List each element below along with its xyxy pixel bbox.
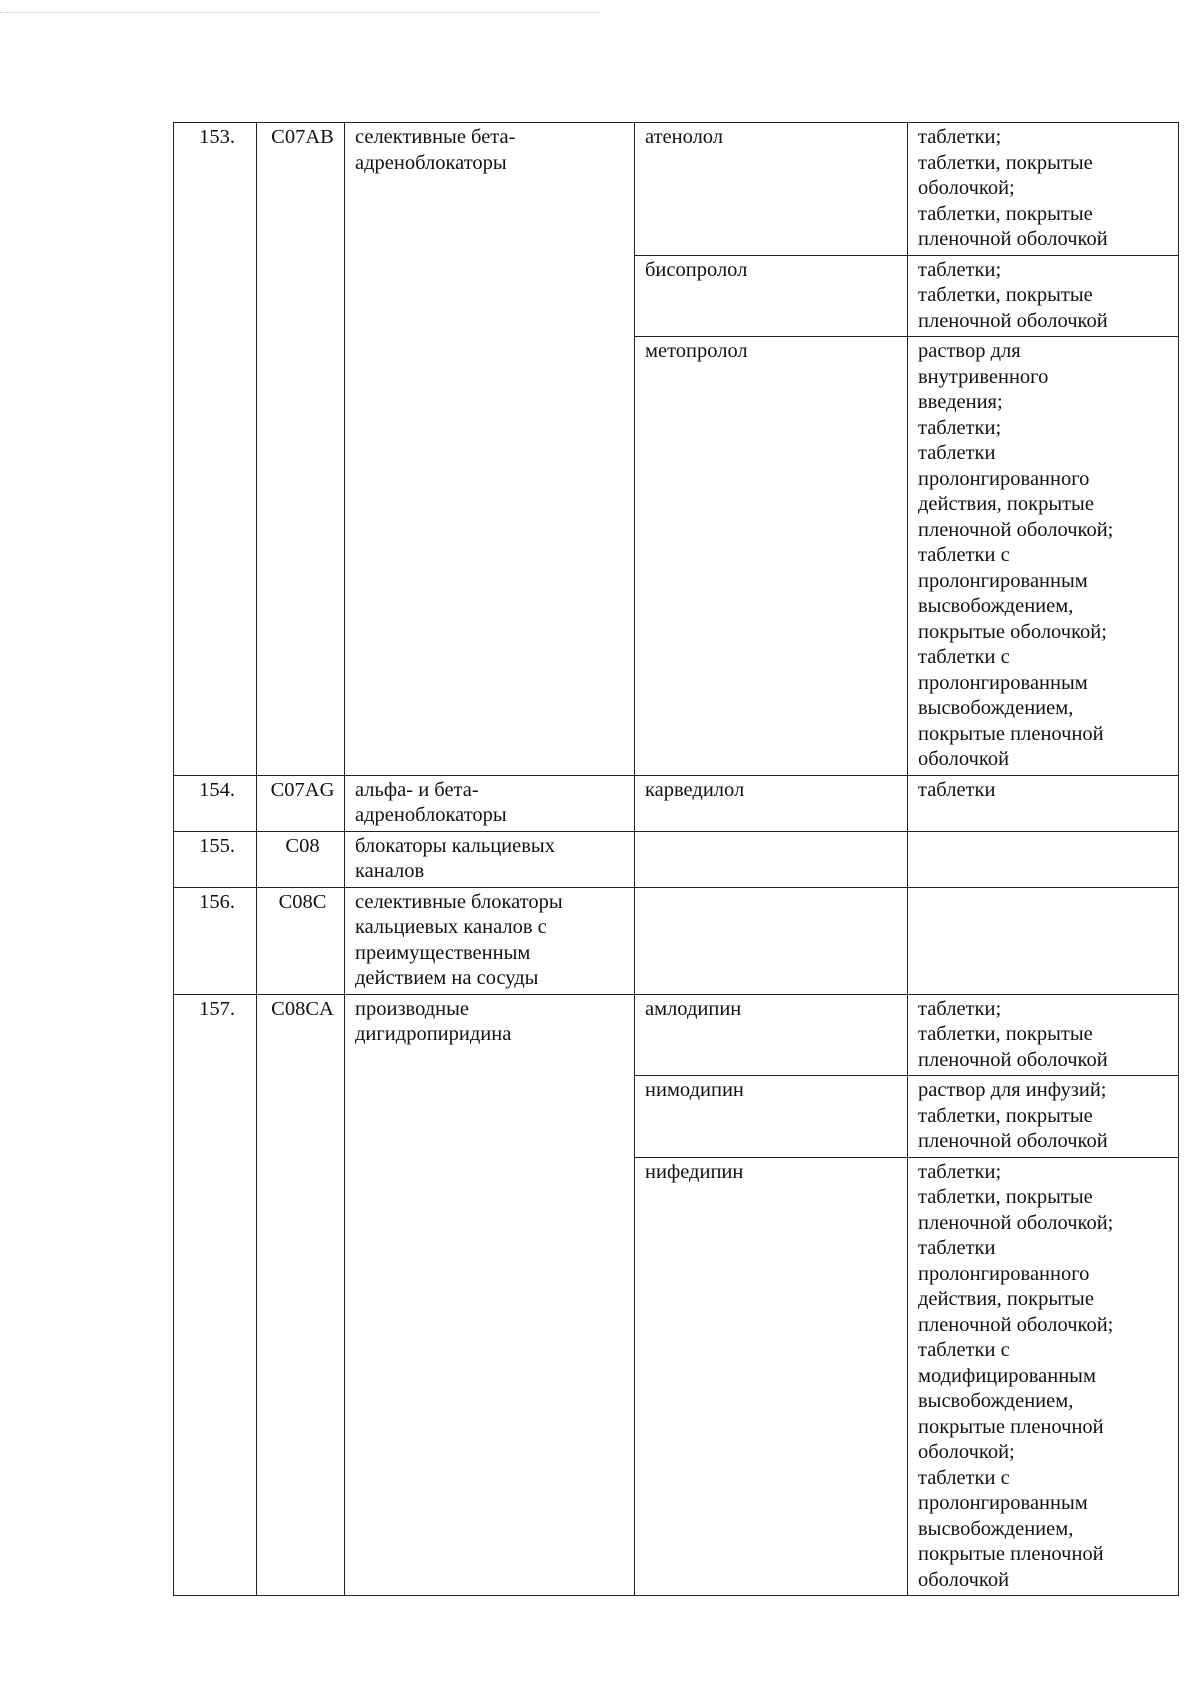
dosage-form-line: модифицированным — [918, 1364, 1096, 1387]
dosage-form-cell — [908, 994, 1179, 1076]
dosage-form-line: высвобождением, — [918, 697, 1074, 719]
table-row — [174, 831, 1179, 887]
dosage-form-cell — [908, 123, 1179, 256]
dosage-form-line: оболочкой; — [918, 1441, 1015, 1463]
dosage-form-cell — [908, 1157, 1179, 1596]
drug-name-cell: метопролол — [635, 337, 908, 776]
anatomical-group-cell — [345, 123, 635, 776]
dosage-form-line: раствор для — [918, 340, 1021, 362]
table-row — [174, 123, 1179, 256]
dosage-form-cell — [908, 1076, 1179, 1158]
dosage-form-line: пленочной оболочкой; — [918, 518, 1114, 541]
group-name-line: дигидропиридина — [355, 1023, 512, 1045]
dosage-form-line: действия, покрытые — [918, 493, 1094, 515]
atc-code-cell: C08 — [257, 831, 345, 887]
dosage-form-line: оболочкой; — [918, 177, 1015, 199]
dosage-form-line: таблетки с — [918, 544, 1010, 566]
drug-table — [173, 122, 1179, 1596]
dosage-form-line: таблетки с — [918, 1339, 1010, 1361]
dosage-form-line: пленочной оболочкой — [918, 228, 1108, 250]
drug-name-cell: нифедипин — [635, 1157, 908, 1596]
drug-name-cell: карведилол — [635, 775, 908, 831]
dosage-form-line: таблетки, покрытые — [918, 1023, 1093, 1045]
dosage-form-line: таблетки; — [918, 997, 1002, 1020]
dosage-form-line: таблетки; — [918, 258, 1002, 281]
dosage-form-line: пленочной оболочкой — [918, 1048, 1108, 1071]
group-name-line: альфа- и бета- — [355, 778, 479, 801]
dosage-form-line: раствор для инфузий; — [918, 1079, 1107, 1101]
drug-name-cell: нимодипин — [635, 1076, 908, 1158]
drug-name-cell: атенолол — [635, 123, 908, 256]
anatomical-group-cell — [345, 775, 635, 831]
dosage-form-line: покрытые пленочной — [918, 1415, 1104, 1438]
dosage-form-line: таблетки — [918, 442, 996, 464]
dosage-form-cell — [908, 831, 1179, 887]
dosage-form-line: таблетки с — [918, 646, 1010, 668]
dosage-form-line: пленочной оболочкой; — [918, 1313, 1114, 1336]
dosage-form-line: таблетки; — [918, 416, 1002, 439]
dosage-form-line: таблетки; — [918, 126, 1002, 148]
drug-name-cell: бисопролол — [635, 255, 908, 337]
dosage-form-cell — [908, 887, 1179, 994]
group-name-line: производные — [355, 997, 470, 1020]
dosage-form-line: таблетки, покрытые — [918, 1186, 1093, 1208]
atc-code-cell: C08C — [257, 887, 345, 994]
dosage-form-line: таблетки с — [918, 1466, 1010, 1489]
dosage-form-line: пленочной оболочкой — [918, 1130, 1108, 1152]
scan-edge-line — [0, 12, 600, 13]
dosage-form-cell — [908, 337, 1179, 776]
drug-name-cell — [635, 887, 908, 994]
dosage-form-line: пленочной оболочкой — [918, 309, 1108, 332]
dosage-form-line: высвобождением, — [918, 595, 1074, 617]
dosage-form-line: покрытые оболочкой; — [918, 620, 1107, 643]
group-name-line: кальциевых каналов с — [355, 916, 547, 938]
anatomical-group-cell — [345, 887, 635, 994]
dosage-form-line: покрытые пленочной — [918, 722, 1104, 745]
dosage-form-line: таблетки, покрытые — [918, 284, 1093, 306]
group-name-line: адреноблокаторы — [355, 151, 507, 174]
atc-code-cell: C07AB — [257, 123, 345, 776]
group-name-line: блокаторы кальциевых — [355, 834, 555, 857]
dosage-form-line: действия, покрытые — [918, 1288, 1094, 1310]
dosage-form-line: таблетки, покрытые — [918, 1104, 1093, 1127]
drug-name-cell: амлодипин — [635, 994, 908, 1076]
dosage-form-line: таблетки, покрытые — [918, 202, 1093, 225]
dosage-form-line: внутривенного — [918, 365, 1049, 388]
dosage-form-line: таблетки; — [918, 1160, 1002, 1183]
group-name-line: действием на сосуды — [355, 967, 539, 989]
table-body — [174, 123, 1179, 1596]
dosage-form-line: пленочной оболочкой; — [918, 1211, 1114, 1234]
dosage-form-line: таблетки — [918, 778, 996, 801]
table-row — [174, 887, 1179, 994]
group-name-line: адреноблокаторы — [355, 804, 507, 826]
dosage-form-line: пролонгированного — [918, 1262, 1090, 1285]
dosage-form-cell — [908, 255, 1179, 337]
atc-code-cell: C08CA — [257, 994, 345, 1596]
dosage-form-line: высвобождением, — [918, 1517, 1074, 1540]
row-number-cell: 153. — [174, 123, 257, 776]
dosage-form-line: оболочкой — [918, 1568, 1010, 1591]
row-number-cell: 155. — [174, 831, 257, 887]
dosage-form-line: пролонгированным — [918, 1492, 1088, 1514]
dosage-form-line: оболочкой — [918, 748, 1010, 770]
dosage-form-line: пролонгированным — [918, 671, 1088, 694]
dosage-form-line: таблетки, покрытые — [918, 151, 1093, 174]
dosage-form-line: покрытые пленочной — [918, 1543, 1104, 1565]
dosage-form-line: пролонгированного — [918, 467, 1090, 490]
dosage-form-line: высвобождением, — [918, 1390, 1074, 1412]
group-name-line: селективные бета- — [355, 126, 516, 148]
table-row — [174, 994, 1179, 1076]
group-name-line: селективные блокаторы — [355, 890, 563, 913]
group-name-line: преимущественным — [355, 941, 531, 964]
group-name-line: каналов — [355, 860, 425, 882]
drug-name-cell — [635, 831, 908, 887]
dosage-form-line: введения; — [918, 391, 1003, 413]
atc-code-cell: C07AG — [257, 775, 345, 831]
dosage-form-line: пролонгированным — [918, 569, 1088, 592]
row-number-cell: 154. — [174, 775, 257, 831]
dosage-form-line: таблетки — [918, 1237, 996, 1259]
table-row — [174, 775, 1179, 831]
row-number-cell: 156. — [174, 887, 257, 994]
dosage-form-cell — [908, 775, 1179, 831]
anatomical-group-cell — [345, 831, 635, 887]
anatomical-group-cell — [345, 994, 635, 1596]
row-number-cell: 157. — [174, 994, 257, 1596]
